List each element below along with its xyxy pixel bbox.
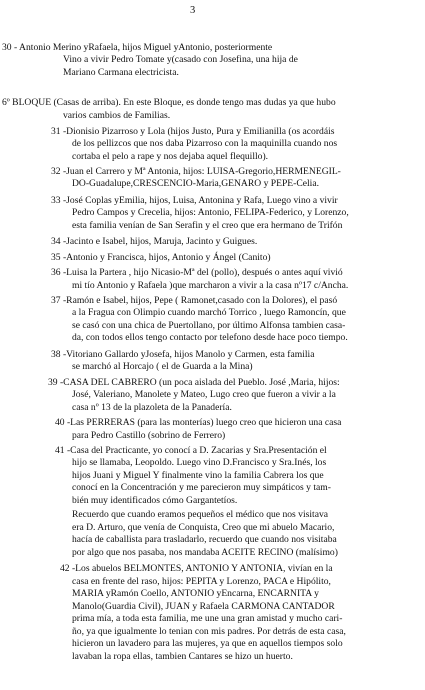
text-line: Manolo(Guardia Civil), JUAN y Rafaela CARMONA CANTADOR bbox=[72, 601, 335, 612]
text-line: bién muy identificados cómo Gargantetíos. bbox=[72, 495, 238, 506]
text-line: José, Valeriano, Manolete y Mateo, Lugo creo que fueron a vivir a la bbox=[72, 389, 336, 400]
text-line: se marchó al Horcajo ( el de Guarda a la Mina) bbox=[72, 361, 253, 372]
text-line: da, con todos ellos tengo contacto por telefono desde hace poco tiempo. bbox=[72, 332, 348, 343]
text-line: ño, ya que igualmente lo tenian con mis padres. Por detrás de esta casa, bbox=[72, 626, 346, 637]
text-line: se casó con una chica de Puertollano, por último Alfonsa tambien casa- bbox=[72, 320, 346, 331]
text-line: hacía de caballista para trasladarlo, recuerdo que cuando nos visitaba bbox=[72, 534, 337, 545]
text-line: Mariano Carmana electricista. bbox=[63, 67, 179, 78]
text-line: por algo que nos pasaba, nos mandaba ACEITE RECINO (malísimo) bbox=[72, 547, 338, 558]
text-line: 42 -Los abuelos BELMONTES, ANTONIO Y ANTONIA, vivían en la bbox=[60, 563, 333, 574]
text-line: varios cambios de Familias. bbox=[63, 110, 171, 121]
text-line: lavaban la ropa ellas, tambien Cantares se hizo un huerto. bbox=[72, 651, 293, 662]
text-line: 40 -Las PERRERAS (para las monterías) luego creo que hicieron una casa bbox=[55, 417, 342, 428]
text-line: Recuerdo que cuando eramos pequeños el médico que nos visitava bbox=[72, 509, 329, 520]
text-line: cortaba el pelo a rape y nos dejaba aquel flequillo). bbox=[72, 151, 269, 162]
text-line: 34 -Jacinto e Isabel, hijos, Maruja, Jacinto y Guigues. bbox=[51, 236, 258, 247]
text-line: 33 -José Coplas yEmilia, hijos, Luisa, Antonina y Rafa, Luego vino a vivir bbox=[51, 195, 338, 206]
text-line: hicieron un lavadero para las mujeres, ya que en aquellos tiempos solo bbox=[72, 638, 343, 649]
text-line: Vino a vivir Pedro Tomate y(casado con Josefina, una hija de bbox=[63, 54, 298, 65]
text-line: prima mía, a toda esta familia, me une una gran amistad y mucho cari- bbox=[72, 613, 343, 624]
text-line: esta familia venían de San Serafin y el creo que era hermano de Trifón bbox=[72, 220, 343, 231]
page-number: 3 bbox=[190, 5, 196, 16]
text-line: 38 -Vitoriano Gallardo yJosefa, hijos Manolo y Carmen, esta familia bbox=[51, 349, 315, 360]
text-line: era D. Arturo, que venía de Conquista, Creo que mi abuelo Macario, bbox=[72, 522, 335, 533]
text-line: para Pedro Castillo (sobrino de Ferrero) bbox=[72, 430, 226, 441]
text-line: 36 -Luisa la Partera , hijo Nicasio-Mª del (pollo), después o antes aquí vivió bbox=[51, 267, 343, 278]
text-line: casa en frente del raso, hijos: PEPITA y Lorenzo, PACA e Hipólito, bbox=[72, 576, 331, 587]
text-line: 39 -CASA DEL CABRERO (un poca aislada del Pueblo. José ,Maria, hijos: bbox=[48, 377, 340, 388]
text-line: 41 -Casa del Practicante, yo conocí a D. Zacarias y Sra.Presentación el bbox=[55, 445, 327, 456]
text-line: 6º BLOQUE (Casas de arriba). En este Bloque, es donde tengo mas dudas ya que hubo bbox=[2, 97, 336, 108]
text-line: 37 -Ramón e Isabel, hijos, Pepe ( Ramonet,casado con la Dolores), el pasó bbox=[51, 295, 338, 306]
text-line: 31 -Dionisio Pizarroso y Lola (hijos Justo, Pura y Emilianilla (os acordáis bbox=[51, 126, 335, 137]
text-line: hijos Juani y Miguel Y finalmente vino la familia Cabrera los que bbox=[72, 470, 324, 481]
text-line: conocí en la Concentración y me parecieron muy simpáticos y tam- bbox=[72, 482, 331, 493]
text-line: DO-Guadalupe,CRESCENCIO-Maria,GENARO y PEPE-Celia. bbox=[72, 178, 320, 189]
text-line: mi tío Antonio y Rafaela )que marcharon a vivir a la casa nº17 c/Ancha. bbox=[72, 280, 349, 291]
text-line: casa nº 13 de la plazoleta de la Panadería. bbox=[72, 402, 232, 413]
text-line: a la Fragua con Olimpio cuando marchó Torrico , luego Ramoncín, que bbox=[72, 307, 346, 318]
text-line: 30 - Antonio Merino yRafaela, hijos Miguel yAntonio, posteriormente bbox=[2, 42, 273, 53]
text-line: hijo se llamaba, Leopoldo. Luego vino D.Francisco y Sra.Inés, los bbox=[72, 457, 327, 468]
text-line: 35 -Antonio y Francisca, hijos, Antonio y Ángel (Canito) bbox=[51, 252, 271, 263]
text-line: MARIA yRamón Coello, ANTONIO yEncarna, ENCARNITA y bbox=[72, 588, 319, 599]
text-line: de los pellizcos que nos daba Pizarroso con la maquinilla cuando nos bbox=[72, 138, 338, 149]
text-line: Pedro Campos y Crecelia, hijos: Antonio, FELIPA-Federico, y Lorenzo, bbox=[72, 207, 349, 218]
text-line: 32 -Juan el Carrero y Mª Antonia, hijos: LUISA-Gregorio,HERMENEGIL- bbox=[51, 166, 341, 177]
